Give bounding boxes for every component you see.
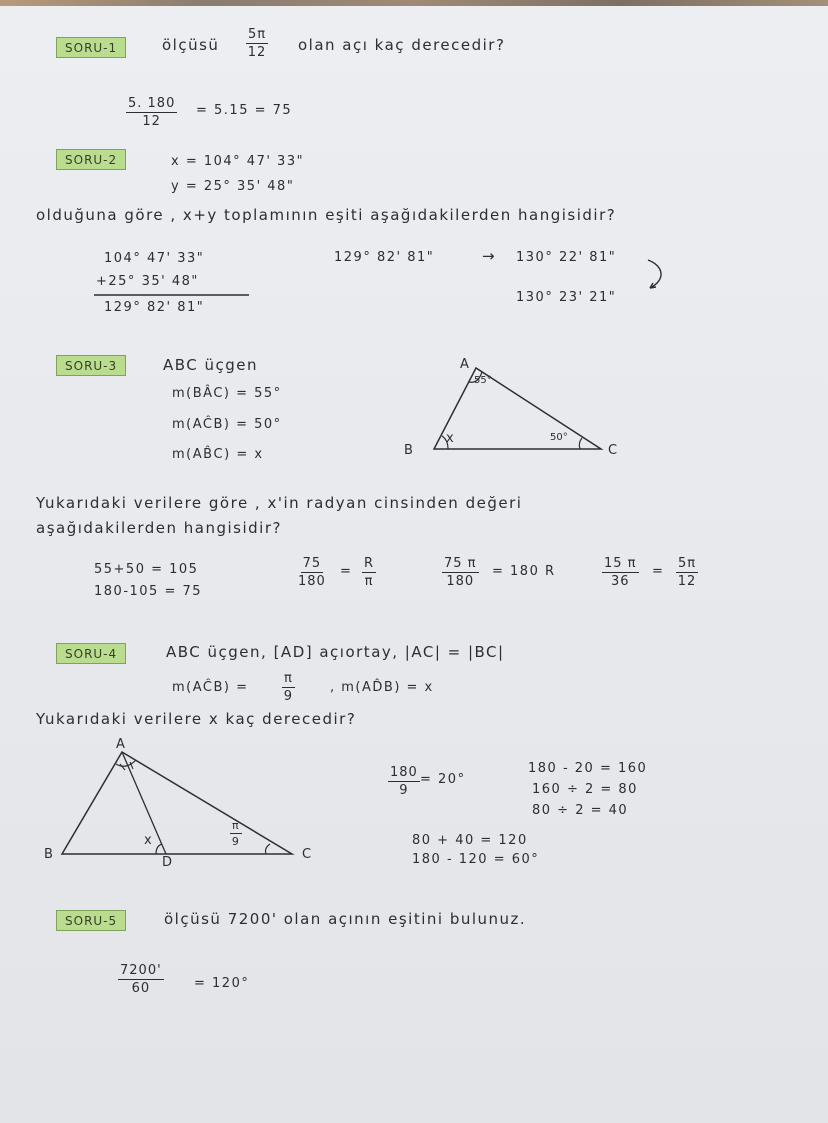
question-3-badge: SORU-3: [56, 355, 126, 376]
addition-row-1: 104° 47' 33": [104, 251, 205, 266]
angle-c-fraction: [230, 820, 242, 847]
question-2-final-answer: 130° 23' 21": [516, 290, 617, 305]
equals-sign: =: [340, 564, 353, 579]
fraction-denominator: 9: [283, 689, 294, 704]
question-1-text-b: olan açı kaç derecedir?: [298, 36, 506, 54]
question-3-text-line-2: aşağıdakilerden hangisidir?: [36, 519, 282, 537]
fraction-denominator: 9: [231, 835, 240, 848]
work-difference: 180-105 = 75: [94, 584, 203, 599]
carry-step-mid: 130° 22' 81": [516, 250, 617, 265]
fraction-numerator: 180: [390, 765, 418, 780]
question-4-given-line: ABC üçgen, [AD] açıortay, |AC| = |BC|: [166, 643, 505, 661]
vertex-d-label: D: [162, 855, 174, 870]
fraction-denominator: 60: [131, 981, 151, 996]
angle-d-label: x: [144, 833, 154, 848]
ratio-fraction-2: [362, 557, 376, 588]
question-3-text-line-1: Yukarıdaki verilere göre , x'in radyan cinsinden değeri: [36, 494, 523, 512]
question-3-title: ABC üçgen: [163, 356, 259, 374]
fraction-denominator: 180: [298, 574, 326, 589]
question-3-final-answer: [676, 557, 698, 588]
question-5-badge: SORU-5: [56, 910, 126, 931]
work-step-1: 180 - 20 = 160: [528, 761, 648, 776]
angle-b-label: x: [446, 431, 456, 446]
question-1-work-fraction: [126, 97, 177, 128]
question-5-final-answer: = 120°: [194, 976, 250, 991]
fraction-denominator: 12: [677, 574, 697, 589]
work-sum: 55+50 = 105: [94, 562, 199, 577]
question-1-angle-fraction: [246, 28, 268, 59]
question-2-text: olduğuna göre , x+y toplamının eşiti aşağıdakilerden hangisidir?: [36, 206, 617, 224]
triangle-abcd-diagram: [56, 737, 316, 860]
carry-step-left: 129° 82' 81": [334, 250, 435, 265]
vertex-c-label: C: [302, 847, 313, 862]
question-2-badge: SORU-2: [56, 149, 126, 170]
fraction-denominator: π: [364, 574, 374, 589]
page-edge: [0, 0, 828, 6]
ratio-result: = 180 R: [492, 564, 556, 579]
given-angle-b: m(AB̂C) = x: [172, 447, 264, 462]
fraction-denominator: 12: [247, 45, 267, 60]
fraction-numerator: 7200': [120, 963, 162, 978]
question-2-x-value: x = 104° 47' 33": [171, 154, 305, 169]
question-5-work-fraction: [118, 964, 164, 995]
fraction-numerator: 5π: [248, 27, 267, 42]
ratio-fraction-4: [602, 557, 639, 588]
question-2-y-value: y = 25° 35' 48": [171, 179, 295, 194]
work-step-2: 160 ÷ 2 = 80: [532, 782, 638, 797]
ratio-fraction-3: [442, 557, 479, 588]
question-4-final-answer: 180 - 120 = 60°: [412, 852, 540, 867]
fraction-numerator: π: [232, 819, 240, 832]
addition-result: 129° 82' 81": [104, 300, 205, 315]
vertex-b-label: B: [44, 847, 55, 862]
fraction-numerator: 75: [302, 556, 322, 571]
given-angle-c: m(AĈB) = 50°: [172, 417, 282, 432]
question-4-badge: SORU-4: [56, 643, 126, 664]
fraction-denominator: 180: [446, 574, 475, 589]
given-angle-adb: , m(AD̂B) = x: [330, 680, 434, 695]
ratio-fraction-1: [298, 557, 326, 588]
fraction-numerator: 75 π: [444, 556, 477, 571]
question-1-badge: SORU-1: [56, 37, 126, 58]
given-angle-a: m(BÂC) = 55°: [172, 386, 282, 401]
work-fraction-result: = 20°: [420, 772, 466, 787]
work-fraction: [388, 766, 420, 797]
angle-a-label: 55°: [474, 375, 492, 386]
fraction-numerator: 5π: [678, 556, 697, 571]
equals-sign: =: [652, 564, 665, 579]
carry-arrow: →: [482, 247, 497, 265]
given-angle-fraction: [282, 672, 295, 703]
angle-c-label: 50°: [550, 432, 568, 443]
vertex-a-label: A: [116, 737, 127, 752]
fraction-numerator: R: [364, 556, 375, 571]
question-1-work-result: = 5.15 = 75: [196, 103, 293, 118]
vertex-b-label: B: [404, 443, 415, 458]
fraction-numerator: 5. 180: [128, 96, 176, 111]
addition-row-2: +25° 35' 48": [96, 274, 199, 289]
question-1-text-a: ölçüsü: [162, 36, 220, 54]
fraction-numerator: 15 π: [604, 556, 637, 571]
question-5-text: ölçüsü 7200' olan açının eşitini bulunuz.: [164, 910, 527, 928]
carry-curve-icon: [630, 258, 670, 298]
work-step-4: 80 + 40 = 120: [412, 833, 528, 848]
fraction-denominator: 36: [610, 574, 630, 589]
fraction-denominator: 12: [142, 114, 161, 129]
fraction-numerator: π: [284, 671, 293, 686]
fraction-denominator: 9: [399, 783, 409, 798]
work-step-3: 80 ÷ 2 = 40: [532, 803, 629, 818]
given-angle-acb: m(AĈB) =: [172, 680, 249, 695]
vertex-a-label: A: [460, 357, 471, 372]
addition-line: [94, 293, 254, 297]
vertex-c-label: C: [608, 443, 619, 458]
question-4-text: Yukarıdaki verilere x kaç derecedir?: [36, 710, 357, 728]
